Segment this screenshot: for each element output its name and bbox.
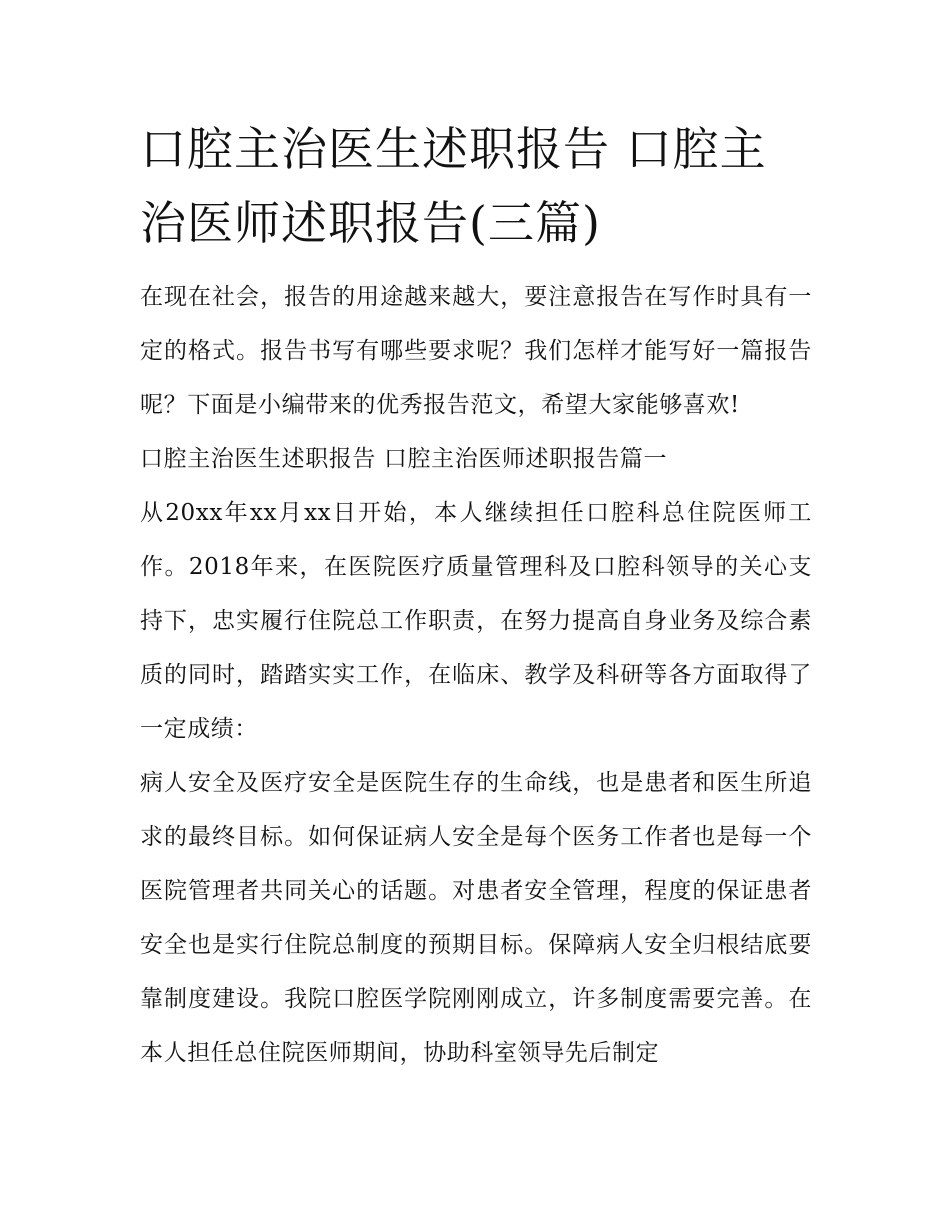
intro-paragraph: 在现在社会，报告的用途越来越大，要注意报告在写作时具有一定的格式。报告书写有哪些要求呢？我们怎样才能写好一篇报告呢？下面是小编带来的优秀报告范文，希望大家能够喜欢! xyxy=(140,284,812,418)
document-page xyxy=(140,112,812,1080)
document-title: 口腔主治医生述职报告 口腔主治医师述职报告(三篇) xyxy=(140,122,767,250)
section-heading: 口腔主治医生述职报告 口腔主治医师述职报告篇一 xyxy=(140,446,668,472)
body-paragraph: 病人安全及医疗安全是医院生存的生命线，也是患者和医生所追求的最终目标。如何保证病人安全是每个医务工作者也是每一个医院管理者共同关心的话题。对患者安全管理，程度的保证患者安全也是实行住院总制度的预期目标。保障病人安全归根结底要靠制度建设。我院口腔医学院刚刚成立，许多制度需要完善。在本人担任总住院医师期间，协助科室领导先后制定 xyxy=(140,770,812,1066)
body-paragraph: 从20xx年xx月xx日开始，本人继续担任口腔科总住院医师工作。2018年来，在医院医疗质量管理科及口腔科领导的关心支持下，忠实履行住院总工作职责，在努力提高自身业务及综合素质的同时，踏踏实实工作，在临床、教学及科研等各方面取得了一定成绩： xyxy=(140,500,812,742)
